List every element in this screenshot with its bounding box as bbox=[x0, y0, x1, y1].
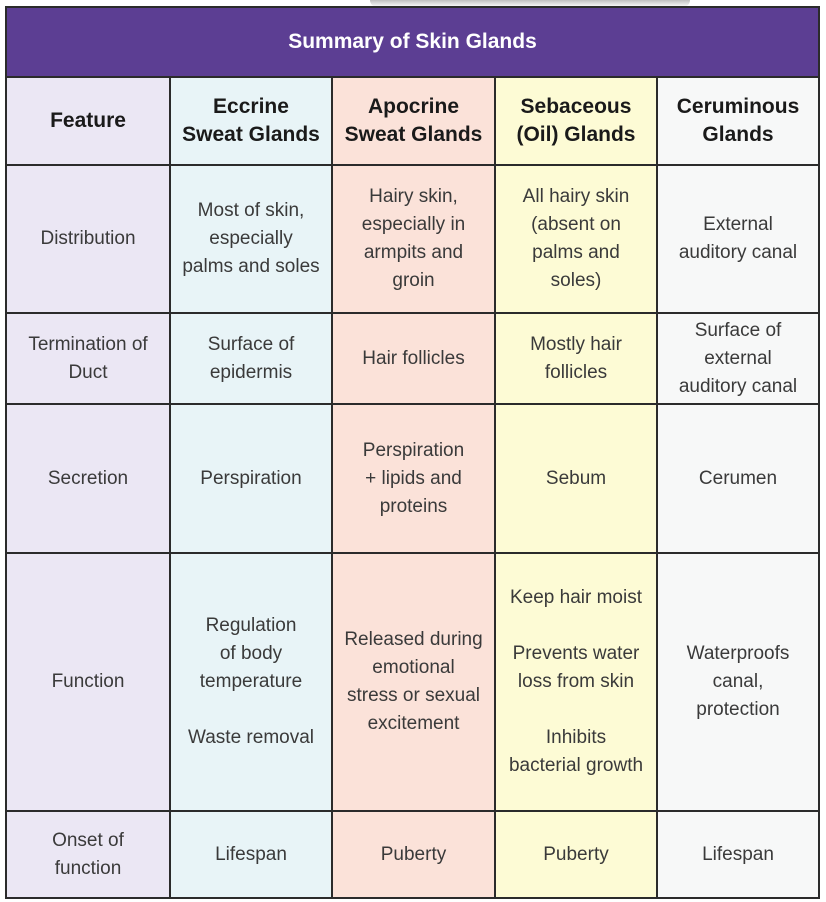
table-row-termination bbox=[7, 313, 818, 404]
header-ceruminous: Ceruminous Glands bbox=[657, 78, 818, 165]
table-cell: Perspiration bbox=[170, 404, 332, 553]
table-cell: Puberty bbox=[332, 811, 495, 897]
table-row-distribution bbox=[7, 165, 818, 313]
table-cell: Most of skin, especially palms and soles bbox=[170, 165, 332, 313]
feature-label: Termination of Duct bbox=[7, 313, 170, 404]
header-eccrine: Eccrine Sweat Glands bbox=[170, 78, 332, 165]
header-row bbox=[7, 78, 818, 165]
table-cell: Waterproofs canal, protection bbox=[657, 553, 818, 811]
header-sebaceous: Sebaceous (Oil) Glands bbox=[495, 78, 657, 165]
table-cell: Surface of epidermis bbox=[170, 313, 332, 404]
table-cell: All hairy skin (absent on palms and soles) bbox=[495, 165, 657, 313]
table-cell: Puberty bbox=[495, 811, 657, 897]
feature-label: Onset of function bbox=[7, 811, 170, 897]
table-cell: Regulation of body temperature Waste removal bbox=[170, 553, 332, 811]
table-cell: Sebum bbox=[495, 404, 657, 553]
glands-grid bbox=[7, 78, 818, 897]
table-cell: Cerumen bbox=[657, 404, 818, 553]
table-cell: Keep hair moist Prevents water loss from skin Inhibits bacterial growth bbox=[495, 553, 657, 811]
table-cell: Lifespan bbox=[657, 811, 818, 897]
table-cell: Released during emotional stress or sexual excitement bbox=[332, 553, 495, 811]
table-row-secretion bbox=[7, 404, 818, 553]
feature-label: Function bbox=[7, 553, 170, 811]
table-cell: Lifespan bbox=[170, 811, 332, 897]
feature-label: Distribution bbox=[7, 165, 170, 313]
skin-glands-table bbox=[5, 6, 820, 899]
header-apocrine: Apocrine Sweat Glands bbox=[332, 78, 495, 165]
table-cell: External auditory canal bbox=[657, 165, 818, 313]
table-cell: Hairy skin, especially in armpits and groin bbox=[332, 165, 495, 313]
table-cell: Surface of external auditory canal bbox=[657, 313, 818, 404]
table-row-onset bbox=[7, 811, 818, 897]
feature-label: Secretion bbox=[7, 404, 170, 553]
table-cell: Perspiration + lipids and proteins bbox=[332, 404, 495, 553]
table-row-function bbox=[7, 553, 818, 811]
table-title: Summary of Skin Glands bbox=[7, 8, 818, 78]
table-cell: Mostly hair follicles bbox=[495, 313, 657, 404]
table-cell: Hair follicles bbox=[332, 313, 495, 404]
header-feature: Feature bbox=[7, 78, 170, 165]
